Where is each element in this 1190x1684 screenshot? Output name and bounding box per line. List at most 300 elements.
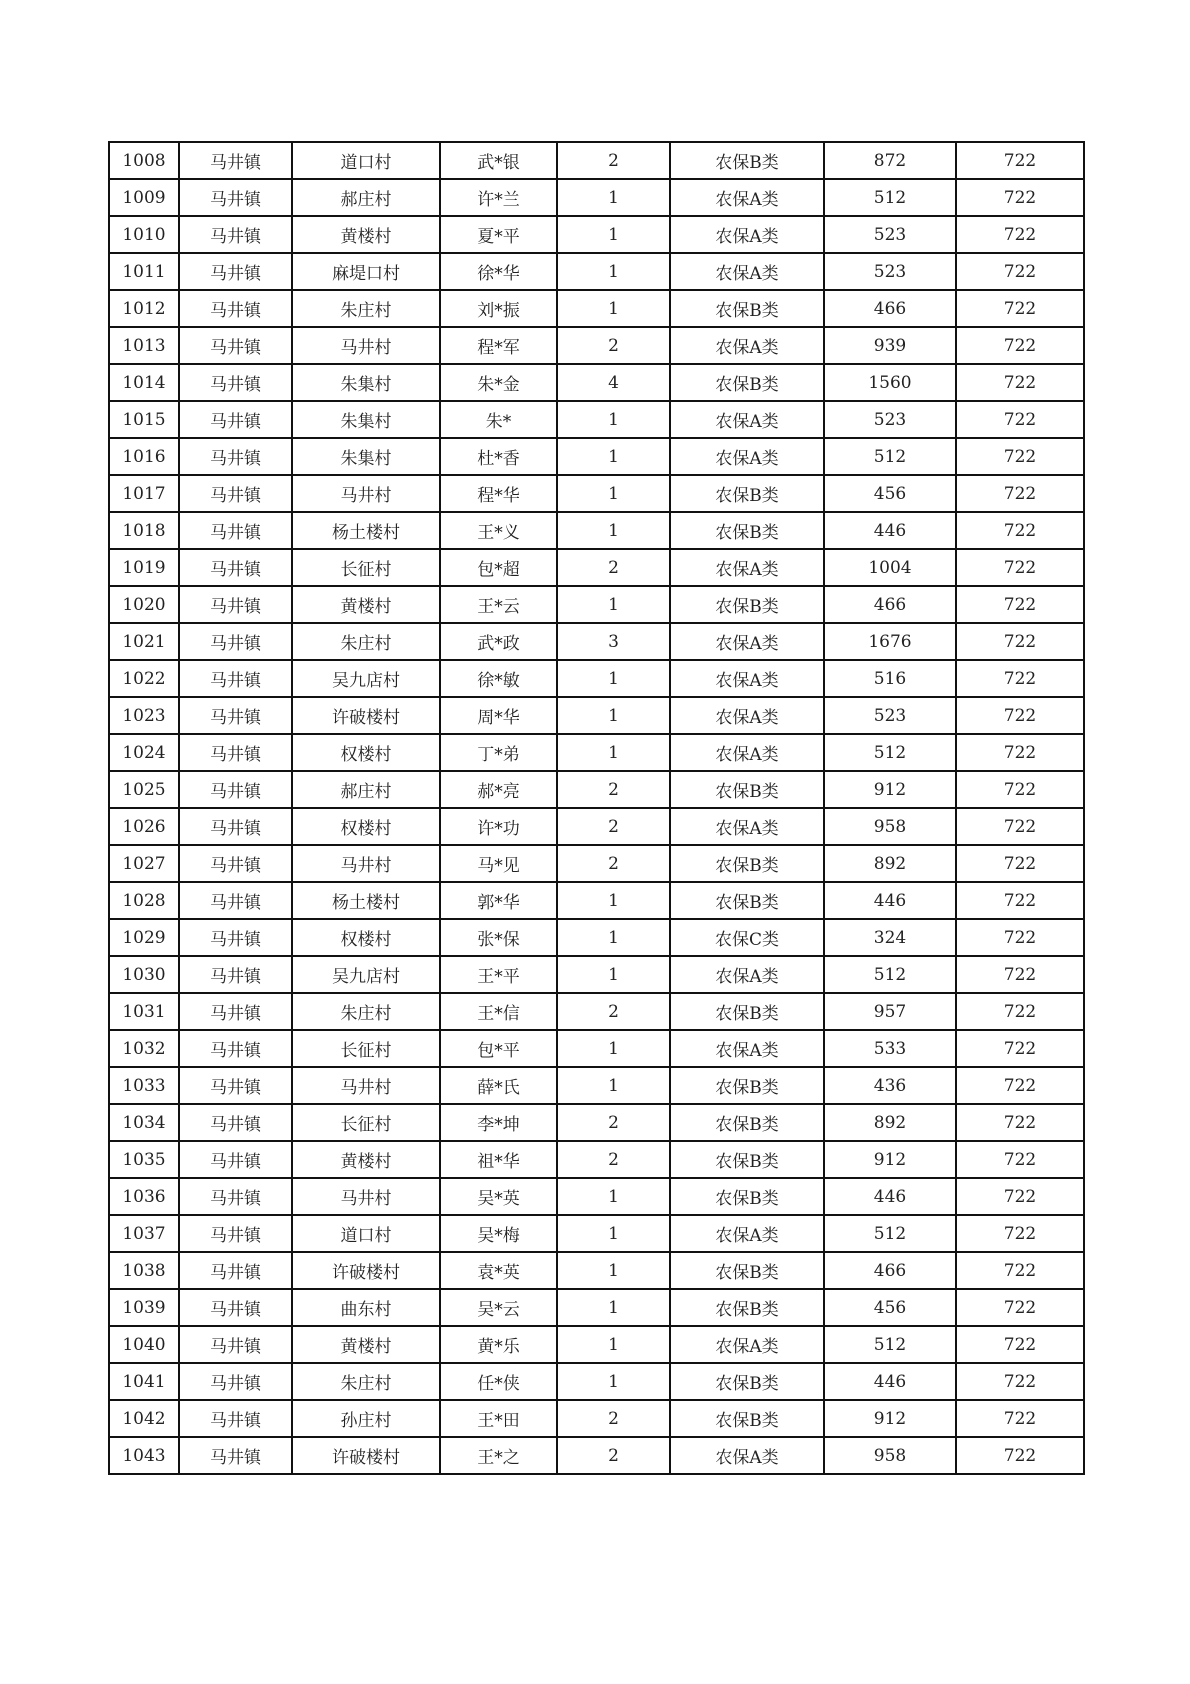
cell-village: 孙庄村	[292, 1400, 440, 1437]
cell-household-size: 1	[557, 1178, 670, 1215]
cell-category: 农保A类	[670, 438, 824, 475]
cell-household-size: 3	[557, 623, 670, 660]
cell-township: 马井镇	[179, 771, 292, 808]
cell-household-size: 2	[557, 771, 670, 808]
cell-name: 任*侠	[440, 1363, 557, 1400]
cell-standard: 722	[956, 1252, 1084, 1289]
cell-serial-number: 1033	[109, 1067, 179, 1104]
cell-household-size: 2	[557, 142, 670, 179]
cell-household-size: 1	[557, 438, 670, 475]
cell-category: 农保A类	[670, 216, 824, 253]
cell-village: 许破楼村	[292, 1252, 440, 1289]
cell-household-size: 1	[557, 586, 670, 623]
cell-name: 丁*弟	[440, 734, 557, 771]
cell-household-size: 2	[557, 1437, 670, 1474]
cell-village: 黄楼村	[292, 216, 440, 253]
cell-category: 农保B类	[670, 882, 824, 919]
cell-household-size: 1	[557, 1252, 670, 1289]
cell-name: 武*政	[440, 623, 557, 660]
table-row	[109, 438, 1084, 475]
cell-category: 农保A类	[670, 734, 824, 771]
cell-village: 长征村	[292, 1030, 440, 1067]
cell-category: 农保B类	[670, 1178, 824, 1215]
cell-category: 农保B类	[670, 1400, 824, 1437]
cell-standard: 722	[956, 919, 1084, 956]
cell-household-size: 1	[557, 1289, 670, 1326]
cell-category: 农保A类	[670, 623, 824, 660]
cell-serial-number: 1036	[109, 1178, 179, 1215]
cell-category: 农保B类	[670, 1141, 824, 1178]
cell-amount: 466	[824, 290, 956, 327]
cell-village: 马井村	[292, 1178, 440, 1215]
cell-amount: 958	[824, 808, 956, 845]
cell-amount: 957	[824, 993, 956, 1030]
cell-standard: 722	[956, 882, 1084, 919]
cell-standard: 722	[956, 1289, 1084, 1326]
table-row	[109, 512, 1084, 549]
table-row	[109, 993, 1084, 1030]
table-row	[109, 401, 1084, 438]
cell-village: 朱集村	[292, 438, 440, 475]
cell-village: 黄楼村	[292, 1326, 440, 1363]
cell-amount: 912	[824, 1141, 956, 1178]
cell-category: 农保A类	[670, 401, 824, 438]
cell-amount: 1560	[824, 364, 956, 401]
roster-table	[108, 141, 1085, 1475]
cell-serial-number: 1012	[109, 290, 179, 327]
cell-serial-number: 1019	[109, 549, 179, 586]
cell-township: 马井镇	[179, 1030, 292, 1067]
cell-township: 马井镇	[179, 327, 292, 364]
cell-standard: 722	[956, 1437, 1084, 1474]
cell-serial-number: 1030	[109, 956, 179, 993]
cell-serial-number: 1034	[109, 1104, 179, 1141]
cell-name: 李*坤	[440, 1104, 557, 1141]
cell-village: 郝庄村	[292, 771, 440, 808]
cell-village: 马井村	[292, 1067, 440, 1104]
cell-amount: 512	[824, 1215, 956, 1252]
cell-standard: 722	[956, 549, 1084, 586]
table-row	[109, 1178, 1084, 1215]
cell-township: 马井镇	[179, 1400, 292, 1437]
cell-village: 杨土楼村	[292, 512, 440, 549]
cell-village: 朱集村	[292, 401, 440, 438]
cell-category: 农保A类	[670, 956, 824, 993]
cell-name: 祖*华	[440, 1141, 557, 1178]
cell-serial-number: 1038	[109, 1252, 179, 1289]
table-row	[109, 1400, 1084, 1437]
cell-township: 马井镇	[179, 1363, 292, 1400]
cell-standard: 722	[956, 475, 1084, 512]
cell-standard: 722	[956, 660, 1084, 697]
cell-category: 农保B类	[670, 142, 824, 179]
cell-household-size: 1	[557, 1363, 670, 1400]
cell-standard: 722	[956, 1326, 1084, 1363]
cell-serial-number: 1031	[109, 993, 179, 1030]
cell-township: 马井镇	[179, 956, 292, 993]
cell-standard: 722	[956, 734, 1084, 771]
cell-name: 薛*氏	[440, 1067, 557, 1104]
cell-name: 郭*华	[440, 882, 557, 919]
cell-category: 农保A类	[670, 1437, 824, 1474]
cell-standard: 722	[956, 290, 1084, 327]
cell-amount: 512	[824, 956, 956, 993]
cell-standard: 722	[956, 1067, 1084, 1104]
cell-serial-number: 1020	[109, 586, 179, 623]
cell-township: 马井镇	[179, 919, 292, 956]
cell-village: 吴九店村	[292, 660, 440, 697]
cell-standard: 722	[956, 512, 1084, 549]
roster-table-body	[109, 142, 1084, 1474]
cell-household-size: 1	[557, 1215, 670, 1252]
cell-township: 马井镇	[179, 1104, 292, 1141]
cell-household-size: 1	[557, 1067, 670, 1104]
cell-household-size: 2	[557, 327, 670, 364]
cell-amount: 512	[824, 179, 956, 216]
cell-township: 马井镇	[179, 1215, 292, 1252]
cell-amount: 512	[824, 438, 956, 475]
cell-village: 许破楼村	[292, 697, 440, 734]
table-row	[109, 956, 1084, 993]
cell-name: 许*兰	[440, 179, 557, 216]
cell-name: 吴*云	[440, 1289, 557, 1326]
cell-amount: 1004	[824, 549, 956, 586]
cell-household-size: 2	[557, 808, 670, 845]
cell-name: 包*超	[440, 549, 557, 586]
cell-amount: 892	[824, 1104, 956, 1141]
table-row	[109, 1252, 1084, 1289]
cell-village: 朱庄村	[292, 623, 440, 660]
cell-standard: 722	[956, 771, 1084, 808]
cell-village: 吴九店村	[292, 956, 440, 993]
cell-category: 农保A类	[670, 808, 824, 845]
cell-household-size: 1	[557, 253, 670, 290]
cell-category: 农保B类	[670, 1252, 824, 1289]
table-row	[109, 1363, 1084, 1400]
cell-household-size: 4	[557, 364, 670, 401]
table-row	[109, 660, 1084, 697]
cell-serial-number: 1043	[109, 1437, 179, 1474]
cell-household-size: 1	[557, 290, 670, 327]
cell-serial-number: 1035	[109, 1141, 179, 1178]
cell-category: 农保A类	[670, 1030, 824, 1067]
cell-amount: 523	[824, 697, 956, 734]
cell-standard: 722	[956, 364, 1084, 401]
cell-household-size: 2	[557, 845, 670, 882]
cell-amount: 516	[824, 660, 956, 697]
cell-amount: 456	[824, 475, 956, 512]
cell-name: 徐*敏	[440, 660, 557, 697]
cell-amount: 466	[824, 1252, 956, 1289]
cell-name: 周*华	[440, 697, 557, 734]
cell-name: 杜*香	[440, 438, 557, 475]
cell-standard: 722	[956, 216, 1084, 253]
cell-serial-number: 1026	[109, 808, 179, 845]
cell-category: 农保A类	[670, 1326, 824, 1363]
cell-standard: 722	[956, 1400, 1084, 1437]
cell-category: 农保C类	[670, 919, 824, 956]
cell-name: 黄*乐	[440, 1326, 557, 1363]
table-row	[109, 1326, 1084, 1363]
table-row	[109, 919, 1084, 956]
cell-household-size: 1	[557, 179, 670, 216]
cell-amount: 892	[824, 845, 956, 882]
table-row	[109, 1104, 1084, 1141]
cell-serial-number: 1025	[109, 771, 179, 808]
cell-name: 王*平	[440, 956, 557, 993]
table-row	[109, 1289, 1084, 1326]
cell-category: 农保A类	[670, 253, 824, 290]
cell-serial-number: 1028	[109, 882, 179, 919]
cell-township: 马井镇	[179, 697, 292, 734]
cell-amount: 523	[824, 401, 956, 438]
cell-household-size: 1	[557, 1030, 670, 1067]
cell-standard: 722	[956, 1178, 1084, 1215]
cell-township: 马井镇	[179, 1289, 292, 1326]
table-row	[109, 179, 1084, 216]
cell-standard: 722	[956, 586, 1084, 623]
cell-village: 马井村	[292, 475, 440, 512]
cell-serial-number: 1017	[109, 475, 179, 512]
table-row	[109, 623, 1084, 660]
table-row	[109, 475, 1084, 512]
cell-name: 王*信	[440, 993, 557, 1030]
cell-standard: 722	[956, 142, 1084, 179]
cell-household-size: 1	[557, 475, 670, 512]
table-row	[109, 697, 1084, 734]
cell-village: 朱庄村	[292, 290, 440, 327]
cell-serial-number: 1041	[109, 1363, 179, 1400]
cell-village: 道口村	[292, 142, 440, 179]
cell-name: 朱*	[440, 401, 557, 438]
table-row	[109, 771, 1084, 808]
cell-township: 马井镇	[179, 253, 292, 290]
cell-township: 马井镇	[179, 179, 292, 216]
cell-amount: 939	[824, 327, 956, 364]
cell-category: 农保B类	[670, 1104, 824, 1141]
cell-category: 农保B类	[670, 1363, 824, 1400]
cell-standard: 722	[956, 438, 1084, 475]
cell-amount: 512	[824, 734, 956, 771]
cell-serial-number: 1029	[109, 919, 179, 956]
cell-serial-number: 1013	[109, 327, 179, 364]
cell-township: 马井镇	[179, 1437, 292, 1474]
cell-category: 农保B类	[670, 512, 824, 549]
cell-standard: 722	[956, 327, 1084, 364]
cell-category: 农保B类	[670, 771, 824, 808]
cell-category: 农保A类	[670, 327, 824, 364]
cell-township: 马井镇	[179, 734, 292, 771]
cell-household-size: 2	[557, 1400, 670, 1437]
cell-amount: 533	[824, 1030, 956, 1067]
cell-household-size: 1	[557, 660, 670, 697]
cell-serial-number: 1008	[109, 142, 179, 179]
table-row	[109, 1141, 1084, 1178]
cell-village: 郝庄村	[292, 179, 440, 216]
cell-category: 农保B类	[670, 586, 824, 623]
cell-village: 权楼村	[292, 734, 440, 771]
cell-amount: 523	[824, 216, 956, 253]
cell-township: 马井镇	[179, 142, 292, 179]
cell-serial-number: 1010	[109, 216, 179, 253]
cell-township: 马井镇	[179, 290, 292, 327]
cell-household-size: 1	[557, 919, 670, 956]
cell-serial-number: 1015	[109, 401, 179, 438]
cell-standard: 722	[956, 1363, 1084, 1400]
table-row	[109, 1437, 1084, 1474]
cell-name: 王*之	[440, 1437, 557, 1474]
table-row	[109, 216, 1084, 253]
cell-serial-number: 1016	[109, 438, 179, 475]
cell-standard: 722	[956, 1030, 1084, 1067]
cell-village: 马井村	[292, 845, 440, 882]
cell-standard: 722	[956, 697, 1084, 734]
cell-name: 朱*金	[440, 364, 557, 401]
cell-township: 马井镇	[179, 1252, 292, 1289]
cell-name: 王*田	[440, 1400, 557, 1437]
cell-household-size: 1	[557, 216, 670, 253]
cell-township: 马井镇	[179, 1067, 292, 1104]
cell-category: 农保A类	[670, 549, 824, 586]
cell-category: 农保B类	[670, 993, 824, 1030]
cell-serial-number: 1009	[109, 179, 179, 216]
table-row	[109, 327, 1084, 364]
cell-township: 马井镇	[179, 216, 292, 253]
cell-amount: 512	[824, 1326, 956, 1363]
cell-serial-number: 1037	[109, 1215, 179, 1252]
cell-household-size: 1	[557, 401, 670, 438]
cell-township: 马井镇	[179, 586, 292, 623]
cell-serial-number: 1042	[109, 1400, 179, 1437]
cell-amount: 872	[824, 142, 956, 179]
cell-household-size: 1	[557, 512, 670, 549]
cell-township: 马井镇	[179, 401, 292, 438]
cell-name: 马*见	[440, 845, 557, 882]
cell-household-size: 1	[557, 1326, 670, 1363]
cell-household-size: 1	[557, 882, 670, 919]
cell-standard: 722	[956, 401, 1084, 438]
table-row	[109, 549, 1084, 586]
cell-village: 许破楼村	[292, 1437, 440, 1474]
cell-amount: 466	[824, 586, 956, 623]
cell-township: 马井镇	[179, 1178, 292, 1215]
cell-serial-number: 1022	[109, 660, 179, 697]
cell-township: 马井镇	[179, 808, 292, 845]
cell-village: 曲东村	[292, 1289, 440, 1326]
cell-township: 马井镇	[179, 549, 292, 586]
cell-village: 长征村	[292, 549, 440, 586]
cell-category: 农保B类	[670, 364, 824, 401]
cell-name: 包*平	[440, 1030, 557, 1067]
cell-serial-number: 1011	[109, 253, 179, 290]
cell-township: 马井镇	[179, 993, 292, 1030]
cell-township: 马井镇	[179, 364, 292, 401]
cell-amount: 523	[824, 253, 956, 290]
cell-household-size: 1	[557, 734, 670, 771]
cell-amount: 436	[824, 1067, 956, 1104]
cell-amount: 446	[824, 512, 956, 549]
cell-township: 马井镇	[179, 512, 292, 549]
cell-category: 农保A类	[670, 697, 824, 734]
table-row	[109, 290, 1084, 327]
cell-village: 麻堤口村	[292, 253, 440, 290]
cell-household-size: 2	[557, 1104, 670, 1141]
cell-amount: 446	[824, 1178, 956, 1215]
cell-name: 夏*平	[440, 216, 557, 253]
cell-name: 吴*梅	[440, 1215, 557, 1252]
cell-village: 权楼村	[292, 919, 440, 956]
cell-standard: 722	[956, 956, 1084, 993]
cell-village: 朱庄村	[292, 1363, 440, 1400]
cell-serial-number: 1024	[109, 734, 179, 771]
cell-household-size: 2	[557, 993, 670, 1030]
cell-serial-number: 1027	[109, 845, 179, 882]
cell-name: 武*银	[440, 142, 557, 179]
table-row	[109, 845, 1084, 882]
cell-serial-number: 1021	[109, 623, 179, 660]
cell-amount: 446	[824, 1363, 956, 1400]
cell-household-size: 1	[557, 697, 670, 734]
cell-standard: 722	[956, 623, 1084, 660]
cell-amount: 324	[824, 919, 956, 956]
cell-township: 马井镇	[179, 1141, 292, 1178]
cell-category: 农保A类	[670, 179, 824, 216]
cell-township: 马井镇	[179, 438, 292, 475]
cell-village: 杨土楼村	[292, 882, 440, 919]
cell-standard: 722	[956, 1141, 1084, 1178]
table-row	[109, 1030, 1084, 1067]
cell-village: 权楼村	[292, 808, 440, 845]
cell-serial-number: 1023	[109, 697, 179, 734]
table-row	[109, 142, 1084, 179]
table-row	[109, 586, 1084, 623]
cell-township: 马井镇	[179, 1326, 292, 1363]
cell-amount: 912	[824, 771, 956, 808]
cell-standard: 722	[956, 253, 1084, 290]
cell-household-size: 1	[557, 956, 670, 993]
cell-standard: 722	[956, 845, 1084, 882]
cell-standard: 722	[956, 993, 1084, 1030]
cell-village: 长征村	[292, 1104, 440, 1141]
cell-serial-number: 1014	[109, 364, 179, 401]
cell-township: 马井镇	[179, 845, 292, 882]
cell-name: 王*云	[440, 586, 557, 623]
cell-amount: 958	[824, 1437, 956, 1474]
cell-serial-number: 1040	[109, 1326, 179, 1363]
cell-category: 农保B类	[670, 1289, 824, 1326]
table-row	[109, 882, 1084, 919]
cell-category: 农保B类	[670, 290, 824, 327]
cell-name: 王*义	[440, 512, 557, 549]
cell-township: 马井镇	[179, 660, 292, 697]
cell-village: 黄楼村	[292, 586, 440, 623]
cell-name: 张*保	[440, 919, 557, 956]
cell-name: 程*华	[440, 475, 557, 512]
cell-township: 马井镇	[179, 475, 292, 512]
cell-standard: 722	[956, 1215, 1084, 1252]
cell-amount: 446	[824, 882, 956, 919]
cell-category: 农保B类	[670, 1067, 824, 1104]
table-row	[109, 734, 1084, 771]
cell-serial-number: 1032	[109, 1030, 179, 1067]
cell-township: 马井镇	[179, 882, 292, 919]
cell-name: 郝*亮	[440, 771, 557, 808]
table-row	[109, 364, 1084, 401]
cell-standard: 722	[956, 1104, 1084, 1141]
cell-serial-number: 1018	[109, 512, 179, 549]
cell-amount: 456	[824, 1289, 956, 1326]
cell-name: 刘*振	[440, 290, 557, 327]
